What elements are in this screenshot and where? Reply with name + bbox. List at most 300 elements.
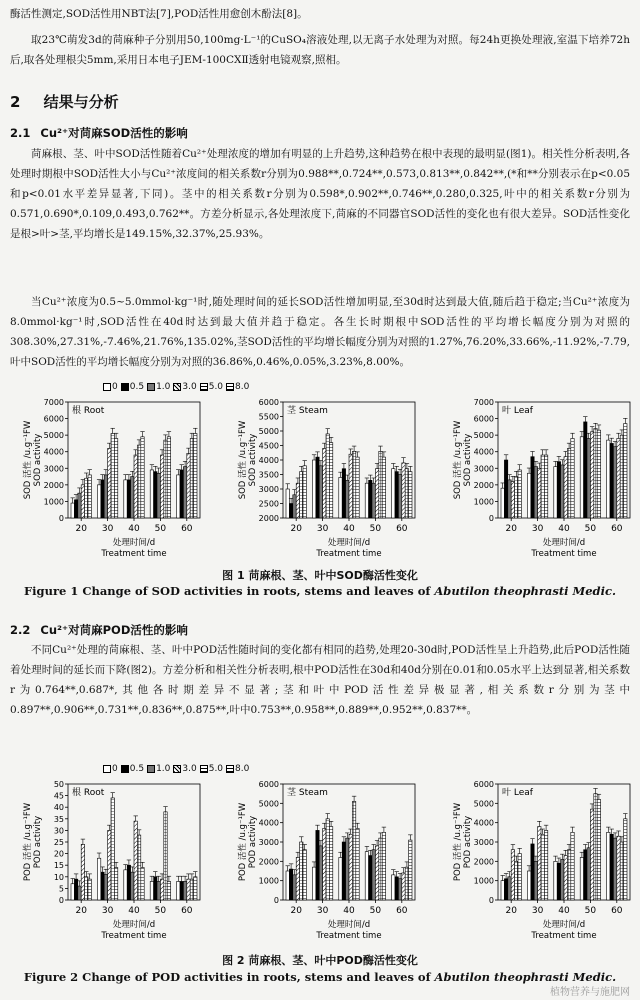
bar [88,475,91,518]
bar [160,455,163,518]
x-axis-label-en: Treatment time [316,549,382,559]
y-tick-label: 5000 [473,431,494,441]
x-axis-label-zh: 处理时间/d [542,920,586,930]
bar [81,844,84,900]
bar [511,850,514,900]
y-tick-label: 2000 [473,480,494,490]
bar [111,433,114,518]
y-tick-label: 50 [53,780,64,789]
pod-stem-chart [215,778,425,944]
bar [613,838,616,900]
y-tick-label: 15 [53,861,64,871]
x-tick-label: 60 [181,524,193,534]
bar [134,821,137,900]
bar [141,868,144,900]
x-axis-label-zh: 处理时间/d [112,538,156,548]
y-tick-label: 35 [53,814,64,824]
bar [610,443,613,518]
bar [518,854,521,900]
bar [624,819,627,900]
bar [369,856,372,900]
bar [300,472,303,518]
x-tick-label: 20 [290,906,302,916]
bar [183,881,186,900]
x-axis-label-en: Treatment time [101,549,167,559]
bar [607,832,610,900]
bar [607,440,610,518]
bar [349,834,352,900]
y-axis-label-zh: SOD 活性 /u.g⁻¹FW [453,420,463,500]
pod-root-chart [0,778,210,944]
legend-label: 5.0 [208,764,224,774]
bar [326,819,329,900]
bar [131,477,134,518]
bar [85,478,88,518]
bar [346,480,349,518]
y-tick-label: 7000 [473,398,494,407]
y-tick-label: 6000 [258,398,279,407]
y-tick-label: 2000 [258,857,279,867]
bar [617,836,620,900]
y-tick-label: 3000 [258,485,279,494]
x-tick-label: 20 [290,524,302,534]
y-tick-label: 6000 [258,780,279,789]
bar [104,475,107,518]
bar [323,828,326,900]
bar [316,830,319,900]
bar [527,871,530,900]
bar [323,448,326,518]
y-tick-label: 2500 [258,499,279,509]
legend-swatch [226,765,234,773]
y-axis-label-zh: POD 活性 /u.g⁻¹FW [238,802,248,882]
sod-leaf-chart [430,396,640,562]
bar [85,877,88,900]
bar [74,879,77,900]
panel-label: 根 Root [72,406,105,416]
bar [124,480,127,518]
y-axis-label-en: SOD activity [248,433,258,487]
y-tick-label: 4000 [258,456,279,465]
bar [518,470,521,518]
bar [409,472,412,518]
bar [88,879,91,900]
x-tick-label: 40 [128,524,140,534]
bar [342,842,345,900]
bar [150,881,153,900]
y-tick-label: 4000 [473,818,494,828]
y-tick-label: 2000 [258,514,279,523]
y-axis-label-en: SOD activity [33,433,43,487]
x-axis-label-zh: 处理时间/d [327,920,371,930]
results-paragraph-pod: 不同Cu²⁺处理的苘麻根、茎、叶中POD活性随时间的变化都有相同的趋势,处理20-30d时,POD活性呈上升趋势,此后POD活性随着处理时间的延长而下降(图2)。方差分析和相关性分析表明,根中POD活性在30d和40d分别在0.01和0.05水平上达到显著,相关系数r为0.764**,0.687*,其他各时期差异不显著;茎和叶中POD活性差异极显著,相关系数r分别为茎中0.897**,0.906**,0.731**,0.836**,0.875**,叶中0.753**,0.958**,0.889**,0.952**,0.837**。 [10,644,630,716]
y-tick-label: 3000 [43,464,64,474]
bar [504,460,507,518]
bar [319,466,322,518]
x-tick-label: 30 [101,524,114,534]
bar [157,473,160,518]
x-tick-label: 30 [531,524,544,534]
y-tick-label: 1000 [43,497,64,507]
bar [531,457,534,518]
bar [177,881,180,900]
bar [580,857,583,900]
figure2-caption-species: Abutilon theophrasti Medic. [434,970,617,984]
bar [326,434,329,518]
bar [501,488,504,518]
x-tick-label: 30 [316,906,329,916]
panel-label: 叶 Leaf [502,406,533,416]
y-axis-label-en: POD activity [248,815,258,869]
bar [501,881,504,900]
y-tick-label: 5 [58,884,64,894]
legend-swatch [147,765,155,773]
bar [541,834,544,900]
bar [342,469,345,518]
bar [296,483,299,518]
bar [594,429,597,518]
bar [194,877,197,900]
legend-label: 0.5 [129,764,145,774]
bar [587,438,590,518]
bar [300,842,303,900]
bar [564,457,567,518]
bar [157,881,160,900]
bar [71,503,74,518]
bar [564,856,567,900]
bar [538,468,541,518]
x-tick-label: 60 [396,906,408,916]
bar [97,858,100,900]
y-axis-label-zh: SOD 活性 /u.g⁻¹FW [23,420,33,500]
x-tick-label: 40 [343,906,355,916]
bar [620,435,623,518]
bar [395,472,398,518]
bar [597,799,600,900]
bar [590,432,593,518]
pod-leaf-chart [430,778,640,944]
bar [534,861,537,900]
panel-label: 茎 Steam [287,788,328,798]
legend-label: 1.0 [156,382,171,392]
bar [127,865,130,900]
bar [561,465,564,518]
bar [395,877,398,900]
bar [567,448,570,518]
bar [504,879,507,900]
bar [137,445,140,518]
legend-label: 1.0 [156,764,171,774]
bar [114,868,117,900]
bar [352,801,355,900]
x-tick-label: 20 [75,524,87,534]
y-tick-label: 3500 [258,470,279,480]
y-tick-label: 1000 [473,497,494,507]
bar [97,485,100,518]
y-tick-label: 3000 [258,838,279,847]
bar [398,475,401,519]
bar [101,872,104,900]
x-tick-label: 40 [558,906,570,916]
panel-label: 根 Root [72,788,105,798]
x-tick-label: 60 [181,906,193,916]
bar [356,828,359,900]
bar [286,489,289,518]
bar [409,840,412,900]
bar [617,438,620,518]
y-tick-label: 45 [53,791,64,801]
bar [544,455,547,518]
bar [544,830,547,900]
bar [511,482,514,518]
bar [365,852,368,900]
bar [164,440,167,518]
bar [369,480,372,518]
legend-swatch [103,383,111,391]
bar [74,500,77,518]
y-tick-label: 6000 [43,414,64,424]
bar [71,884,74,900]
legend-label: 3.0 [182,382,197,392]
figure2-caption-en [0,970,640,984]
legend-swatch [200,383,208,391]
bar [78,493,81,518]
bar [584,422,587,518]
x-tick-label: 20 [505,524,517,534]
legend-swatch [121,765,129,773]
bar [584,850,587,900]
bar [187,453,190,518]
bar [134,455,137,518]
y-axis-label-en: SOD activity [463,433,473,487]
bar [372,850,375,900]
bar [78,886,81,900]
x-tick-label: 30 [531,906,544,916]
bar [382,832,385,900]
legend-swatch [173,765,181,773]
y-tick-label: 0 [488,514,494,523]
section-number: 2 [10,93,21,111]
bar [137,835,140,900]
x-tick-label: 20 [75,906,87,916]
x-tick-label: 40 [343,524,355,534]
y-tick-label: 0 [273,896,279,905]
bar [402,873,405,900]
bar [346,838,349,900]
bar [590,809,593,900]
bar [303,466,306,518]
bar [405,469,408,518]
watermark: 植物营养与施肥网 [550,987,630,998]
y-tick-label: 30 [53,826,64,836]
y-tick-label: 5000 [43,431,64,441]
bar [356,457,359,518]
y-tick-label: 5000 [258,799,279,809]
bar [124,870,127,900]
legend-label: 0.5 [129,382,145,392]
bar [329,443,332,518]
bar [180,470,183,518]
subsection-number: 2.2 [10,623,31,637]
x-axis-label-zh: 处理时间/d [542,538,586,548]
bar [167,881,170,900]
bar [515,861,518,900]
bar [131,872,134,900]
bar [567,850,570,900]
bar [508,877,511,900]
subsection-heading-sod [10,125,188,141]
bar [190,879,193,900]
y-tick-label: 5000 [473,799,494,809]
y-tick-label: 5000 [258,427,279,436]
bar [382,457,385,518]
bar [508,480,511,518]
bar [538,827,541,900]
bar [167,437,170,518]
y-tick-label: 4000 [43,447,64,457]
bar [194,433,197,518]
bar [180,881,183,900]
bar [610,834,613,900]
figure2-legend [100,764,249,774]
bar [190,438,193,518]
bar [534,467,537,518]
y-tick-label: 1000 [473,876,494,886]
bar [177,475,180,518]
x-tick-label: 60 [611,524,623,534]
legend-label: 3.0 [182,764,197,774]
y-tick-label: 0 [58,896,64,905]
y-tick-label: 25 [53,838,64,847]
bar [154,472,157,518]
bar [571,832,574,900]
legend-label: 8.0 [235,382,250,392]
legend-swatch [173,383,181,391]
x-tick-label: 50 [369,524,382,534]
y-tick-label: 2000 [43,480,64,490]
y-axis-label-zh: SOD 活性 /u.g⁻¹FW [238,420,248,500]
bar [561,859,564,900]
bar [571,438,574,518]
bar [379,451,382,518]
figure1-caption-zh: 图 1 苘麻根、茎、叶中SOD酶活性变化 [222,569,418,582]
legend-swatch [147,383,155,391]
results-paragraph-sod-correlation: 苘麻根、茎、叶中SOD活性随着Cu²⁺处理浓度的增加有明显的上升趋势,这种趋势在根中表现的最明显(图1)。相关性分析表明,各处理时期根中SOD活性大小与Cu²⁺浓度间的相关系数r分别为0.988**,0.724**,0.573,0.813**,0.842**,(*和**分别表示在p<0.05和p<0.01水平差异显著,下同)。茎中的相关系数r分别为0.598*,0.902**,0.746**,0.280,0.325,叶中的相关系数r分别为0.571,0.690*,0.109,0.493,0.762**。方差分析显示,各处理浓度下,苘麻的不同器官SOD活性的变化也有很大差异。SOD活性变化是根>叶>茎,平均增长是149.15%,32.37%,25.93%。 [10,148,630,240]
y-tick-label: 7000 [43,398,64,407]
bar [597,430,600,518]
bar [624,424,627,518]
bar [316,457,319,518]
y-tick-label: 40 [53,803,64,813]
bar [293,495,296,518]
x-tick-label: 50 [154,524,167,534]
y-tick-label: 10 [53,872,64,882]
figure1-caption-en [0,584,640,598]
bar [296,857,299,900]
x-tick-label: 50 [154,906,167,916]
x-tick-label: 40 [128,906,140,916]
bar [286,871,289,900]
bar [587,848,590,900]
subsection-title: Cu²⁺对苘麻SOD活性的影响 [40,126,188,140]
x-axis-label-zh: 处理时间/d [112,920,156,930]
bar [620,842,623,900]
bar [613,447,616,518]
bar [392,469,395,518]
legend-swatch [200,765,208,773]
legend-swatch [226,383,234,391]
y-tick-label: 20 [53,849,64,859]
y-tick-label: 4500 [258,441,279,451]
bar [104,874,107,900]
x-axis-label-en: Treatment time [101,931,167,941]
y-axis-label-en: POD activity [463,815,473,869]
x-tick-label: 30 [101,906,114,916]
bar [349,454,352,518]
bar [379,838,382,900]
y-tick-label: 0 [488,896,494,905]
bar [594,794,597,900]
legend-label: 0 [112,382,118,392]
methods-paragraph-enzyme: 酶活性测定,SOD活性用NBT法[7],POD活性用愈创木酚法[8]。 [10,8,308,20]
legend-swatch [121,383,129,391]
bar [392,875,395,900]
bar [312,867,315,900]
bar [183,467,186,518]
y-tick-label: 6000 [473,414,494,424]
bar [557,863,560,900]
bar [329,827,332,900]
bar [515,477,518,518]
bar [402,463,405,518]
figure2-caption-en-text: Figure 2 Change of POD activities in roots, stems and leaves of [23,970,435,984]
x-axis-label-en: Treatment time [316,931,382,941]
x-axis-label-zh: 处理时间/d [327,538,371,548]
bar [398,879,401,900]
bar [303,850,306,900]
results-paragraph-sod-time: 当Cu²⁺浓度为0.5~5.0mmol·kg⁻¹时,随处理时间的延长SOD活性增加明显,至30d时达到最大值,随后趋于稳定;当Cu²⁺浓度为8.0mmol·kg⁻¹时,SOD活性在40d时达到最大值并趋于稳定。各生长时期根中SOD活性的平均增长幅度分别为对照的308.30%,27.31%,-7.46%,21.76%,135.02%,茎SOD活性的平均增长幅度分别为对照的1.27%,76.20%,33.66%,-11.92%,-7.79,叶中SOD活性的平均增长幅度分别为对照的36.86%,0.46%,0.05%,3.23%,8.00%。 [10,296,630,368]
bar [352,451,355,518]
y-tick-label: 3000 [473,464,494,474]
bar [405,867,408,900]
x-tick-label: 50 [584,524,597,534]
section-title: 结果与分析 [43,93,119,111]
figure2-caption-zh: 图 2 苘麻根、茎、叶中POD酶活性变化 [222,954,418,967]
y-axis-label-zh: POD 活性 /u.g⁻¹FW [453,802,463,882]
y-tick-label: 2000 [473,857,494,867]
y-tick-label: 0 [58,514,64,523]
legend-label: 8.0 [235,764,250,774]
y-tick-label: 6000 [473,780,494,789]
legend-label: 5.0 [208,382,224,392]
x-tick-label: 50 [369,906,382,916]
bar [557,462,560,518]
bar [339,857,342,900]
bar [580,437,583,518]
legend-label: 0 [112,764,118,774]
bar [365,483,368,518]
y-tick-label: 4000 [258,818,279,828]
bar [114,438,117,518]
bar [160,879,163,900]
y-tick-label: 1000 [258,876,279,886]
bar [375,469,378,518]
x-tick-label: 60 [611,906,623,916]
bar [527,473,530,518]
x-tick-label: 40 [558,524,570,534]
x-tick-label: 60 [396,524,408,534]
bar [289,869,292,900]
